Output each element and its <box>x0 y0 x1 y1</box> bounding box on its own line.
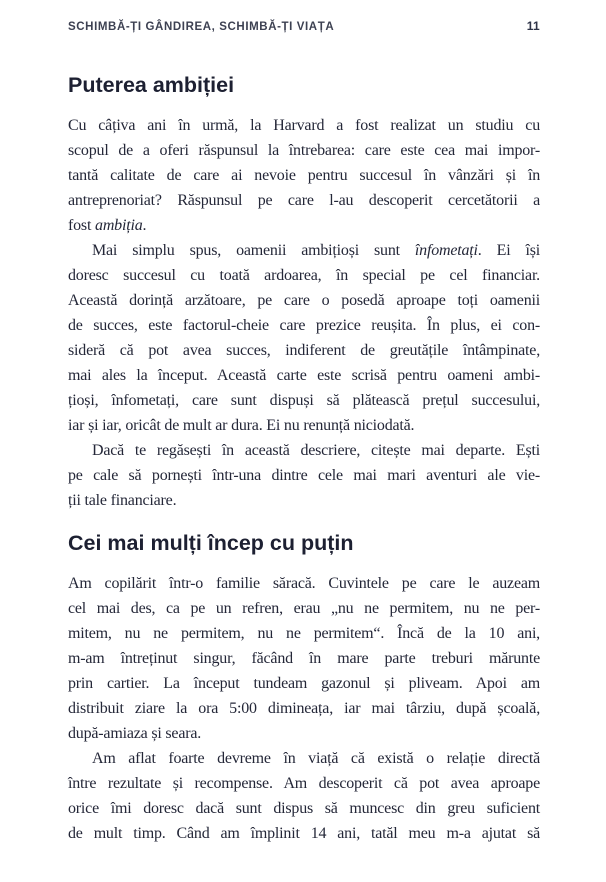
text-line: mai ales la început. Această carte este scrisă pentru oameni ambi- <box>68 367 540 384</box>
text-line: prin cartier. La început tundeam gazonul și pliveam. Apoi am <box>68 675 540 692</box>
section <box>68 70 540 513</box>
text-line: Dacă te regăsești în această descriere, citește mai departe. Ești <box>92 442 540 459</box>
text-line: orice îmi doresc dacă sunt dispus să muncesc din greu suficient <box>68 800 540 817</box>
text-line: cel mai des, ca pe un refren, erau „nu ne permitem, nu ne per- <box>68 600 540 617</box>
italic-text: ambiția <box>95 217 143 234</box>
text-line: între rezultate și recompense. Am descoperit că pot avea aproape <box>68 775 540 792</box>
text-line: de succes, este factorul-cheie care prezice reușita. În plus, ei con- <box>68 317 540 334</box>
text-line: fost ambiția. <box>68 217 147 234</box>
italic-text: înfometați <box>414 242 478 259</box>
text-line: Mai simplu spus, oamenii ambițioși sunt înfometați. Ei își <box>92 242 540 259</box>
text-line: Am aflat foarte devreme în viață că există o relație directă <box>92 750 540 767</box>
text-line: doresc succesul cu toată ardoarea, în special pe cel financiar. <box>68 267 540 284</box>
page-content <box>68 70 540 846</box>
text-line: mitem, nu ne permitem, nu ne permitem“. Încă de la 10 ani, <box>68 625 540 642</box>
section-heading: Puterea ambiției <box>68 73 235 97</box>
text-line: Am copilărit într-o familie săracă. Cuvintele pe care le auzeam <box>68 575 540 592</box>
text-line: după-amiaza și seara. <box>68 725 202 742</box>
text-line: distribuit ziare la ora 5:00 dimineața, iar mai târziu, după școală, <box>68 700 540 717</box>
text-line: scopul de a oferi răspunsul la întrebarea: care este cea mai impor- <box>68 142 540 159</box>
paragraph <box>68 571 540 746</box>
paragraph <box>68 746 540 846</box>
paragraph <box>68 113 540 238</box>
text-line: m-am întreținut singur, făcând în mare parte treburi mărunte <box>68 650 540 667</box>
text-line: Cu câțiva ani în urmă, la Harvard a fost realizat un studiu cu <box>68 117 540 134</box>
text-line: antreprenoriat? Răspunsul pe care l-au descoperit cercetătorii a <box>68 192 540 209</box>
text-line: pe cale să pornești într-una dintre cele mai mari aventuri ale vie- <box>68 467 540 484</box>
running-header <box>68 19 540 33</box>
text-line: de mult timp. Când am împlinit 14 ani, tatăl meu m-a ajutat să <box>68 825 540 842</box>
page-number: 11 <box>526 19 540 33</box>
text-line: țioși, înfometați, care sunt dispuși să plătească prețul succesului, <box>68 392 540 409</box>
text-line: sideră că pot avea succes, indiferent de greutățile întâmpinate, <box>68 342 540 359</box>
text-line: tantă calitate de care ai nevoie pentru succesul în vânzări și în <box>68 167 540 184</box>
running-title: SCHIMBĂ-ȚI GÂNDIREA, SCHIMBĂ-ȚI VIAȚA <box>68 21 335 33</box>
section <box>68 528 540 846</box>
text-line: ții tale financiare. <box>68 492 177 509</box>
section-heading: Cei mai mulți încep cu puțin <box>68 531 354 555</box>
paragraph <box>68 238 540 438</box>
text-line: iar și iar, oricât de mult ar dura. Ei nu renunță niciodată. <box>68 417 415 434</box>
text-line: Această dorință arzătoare, pe care o posedă aproape toți oamenii <box>68 292 540 309</box>
paragraph <box>68 438 540 513</box>
